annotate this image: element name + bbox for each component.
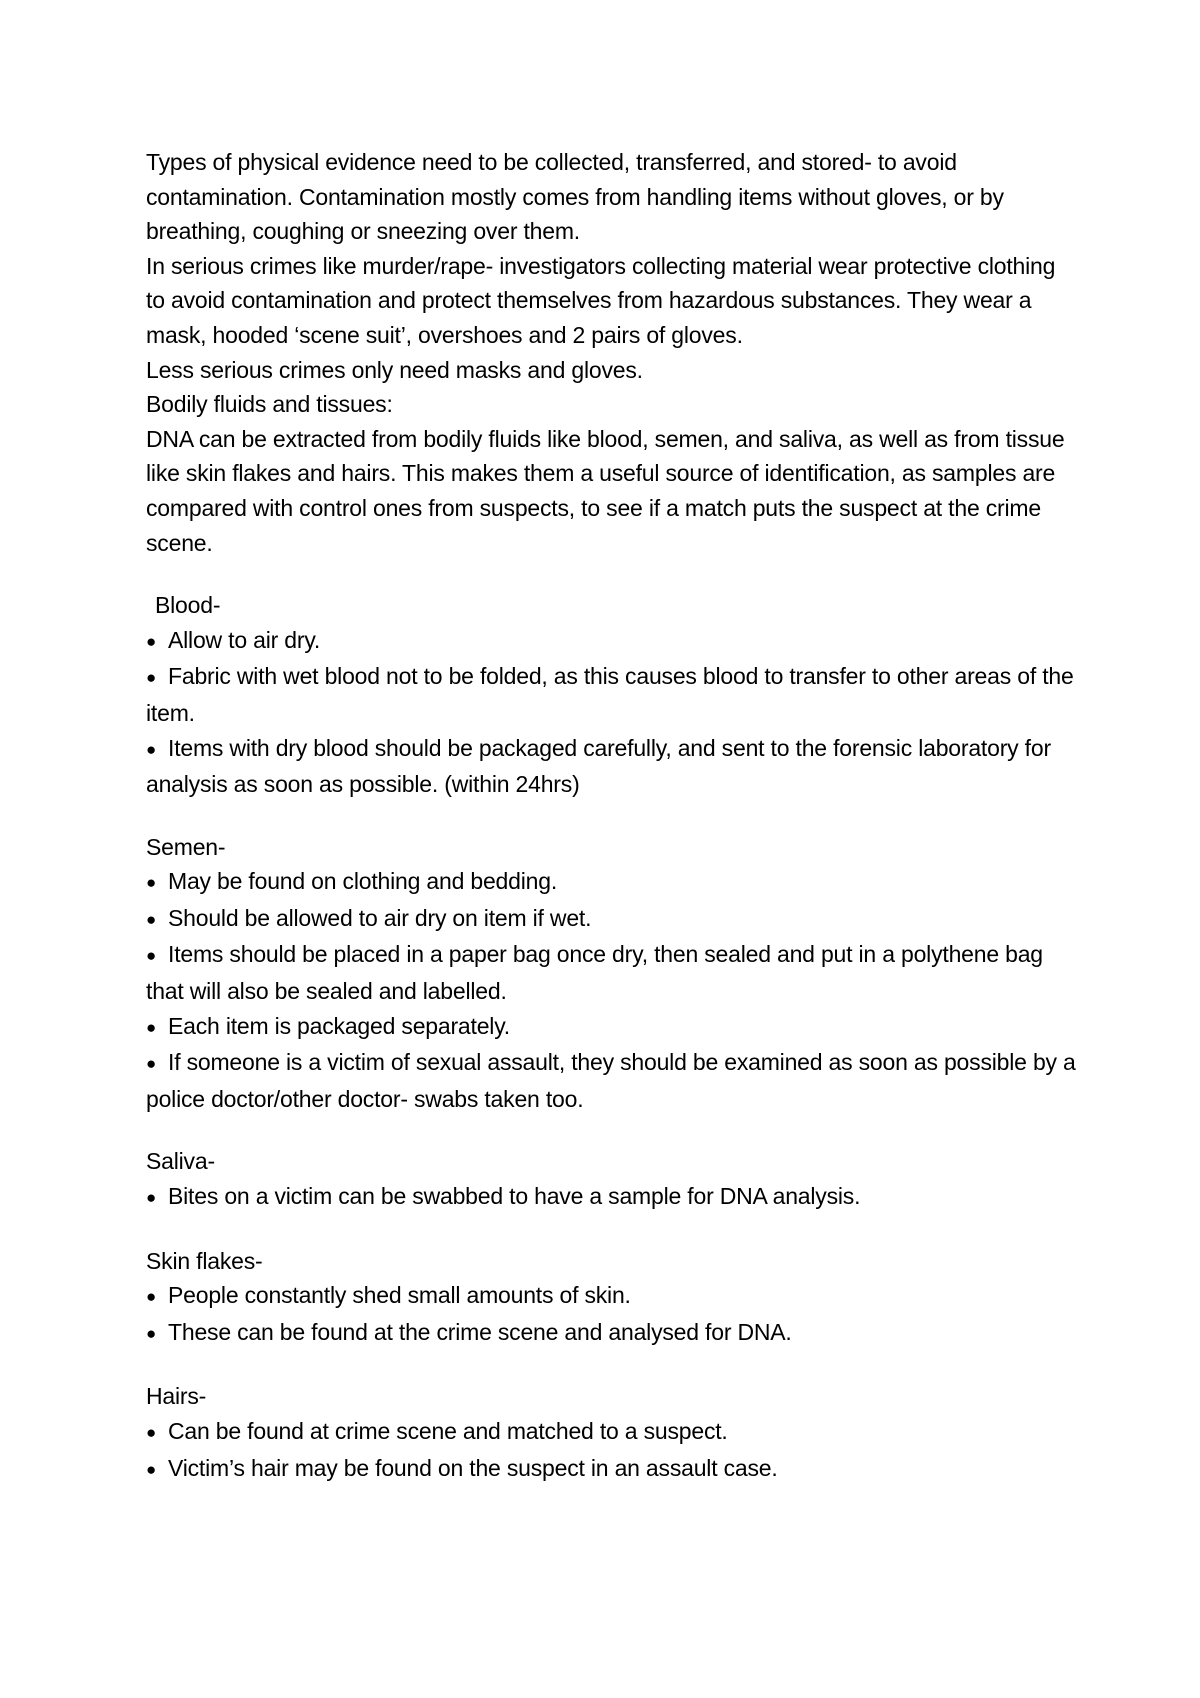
list-item (146, 937, 1076, 1008)
bullet-icon: ● (146, 909, 157, 929)
spacer (146, 1116, 1076, 1144)
list-item-text: These can be found at the crime scene and analysed for DNA. (168, 1318, 792, 1345)
spacer (146, 1351, 1076, 1379)
intro-paragraph-contamination: Types of physical evidence need to be collected, transferred, and stored- to avoid contamination. Contamination mostly comes from handling items without gloves, or by breathing, coughing or sneezing over them. (146, 149, 1004, 245)
list-item-text: Each item is packaged separately. (168, 1012, 510, 1039)
section-heading-skin-flakes: Skin flakes- (146, 1247, 263, 1274)
bullet-icon: ● (146, 739, 157, 759)
list-item-text: Items should be placed in a paper bag once dry, then sealed and put in a polythene bag that will also be sealed and labelled. (146, 941, 1043, 1005)
list-item (146, 901, 1076, 938)
intro-heading-bodily-fluids: Bodily fluids and tissues: (146, 391, 393, 418)
list-item-text: If someone is a victim of sexual assault, they should be examined as soon as possible by a police doctor/other doctor- swabs taken too. (146, 1049, 1076, 1112)
bullet-icon: ● (146, 1188, 157, 1208)
bullet-icon: ● (146, 668, 157, 688)
spacer (146, 802, 1076, 830)
list-item (146, 659, 1076, 730)
bullet-icon: ● (146, 1459, 157, 1479)
spacer (146, 1216, 1076, 1244)
list-item (146, 623, 1076, 660)
list-item-text: Fabric with wet blood not to be folded, as this causes blood to transfer to other areas of the item. (146, 663, 1074, 726)
list-item (146, 1315, 1076, 1352)
bullet-icon: ● (146, 1017, 157, 1037)
bullet-icon: ● (146, 1323, 157, 1343)
list-item (146, 864, 1076, 901)
intro-paragraph-dna: DNA can be extracted from bodily fluids like blood, semen, and saliva, as well as from tissue like skin flakes and hairs. This makes them a useful source of identification, as samples are compared with control ones from suspects, to see if a match puts the suspect at the crime scene. (146, 425, 1065, 556)
list-item (146, 1414, 1076, 1451)
bullet-icon: ● (146, 1054, 157, 1074)
bullet-icon: ● (146, 1287, 157, 1307)
list-item-text: Allow to air dry. (168, 626, 321, 653)
list-item-text: People constantly shed small amounts of skin. (168, 1282, 631, 1309)
list-item (146, 1179, 1076, 1216)
section-heading-semen: Semen- (146, 833, 226, 860)
bullet-icon: ● (146, 946, 157, 966)
list-item (146, 731, 1076, 802)
section-heading-saliva: Saliva- (146, 1148, 215, 1175)
bullet-icon: ● (146, 1423, 157, 1442)
list-item-text: Can be found at crime scene and matched to a suspect. (168, 1418, 728, 1444)
intro-paragraph-less-serious: Less serious crimes only need masks and gloves. (146, 356, 643, 383)
spacer (146, 560, 1076, 588)
list-item (146, 1278, 1076, 1315)
list-item-text: Victim’s hair may be found on the suspect in an assault case. (168, 1454, 778, 1481)
document-page (146, 145, 1076, 1487)
intro-paragraph-serious-crimes: In serious crimes like murder/rape- investigators collecting material wear protective clothing to avoid contamination and protect themselves from hazardous substances. They wear a mask, hooded ‘scene suit’, overshoes and 2 pairs of gloves. (146, 252, 1056, 348)
section-heading-blood: Blood- (155, 592, 221, 619)
list-item-text: Items with dry blood should be packaged carefully, and sent to the forensic laboratory for analysis as soon as possible. (within 24hrs) (146, 734, 1051, 798)
section-heading-hairs: Hairs- (146, 1383, 207, 1410)
bullet-icon: ● (146, 873, 157, 893)
list-item-text: Bites on a victim can be swabbed to have a sample for DNA analysis. (168, 1183, 861, 1210)
list-item-text: Should be allowed to air dry on item if wet. (168, 904, 592, 931)
list-item (146, 1451, 1076, 1488)
list-item (146, 1009, 1076, 1046)
bullet-icon: ● (146, 631, 157, 651)
list-item (146, 1045, 1076, 1116)
list-item-text: May be found on clothing and bedding. (168, 868, 558, 895)
